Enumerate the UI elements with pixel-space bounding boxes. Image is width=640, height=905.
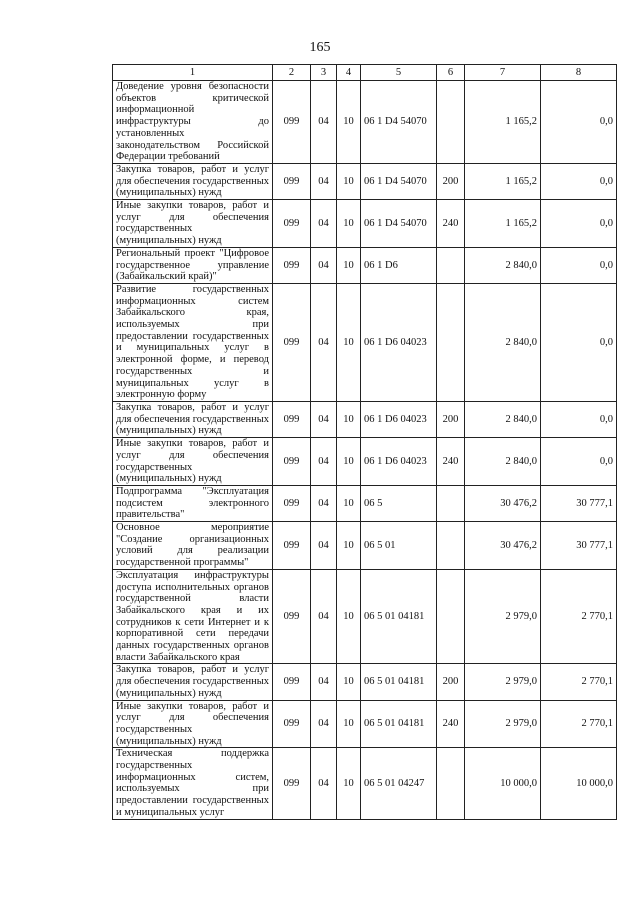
admin-code-cell: 099 [273,522,311,570]
amount-year1-cell: 2 840,0 [465,283,541,401]
amount-year2-cell: 0,0 [541,163,617,199]
table-row [113,438,617,486]
subsection-cell: 10 [337,401,361,437]
expense-type-cell [437,485,465,521]
amount-year1-cell: 1 165,2 [465,81,541,164]
amount-year2-cell: 0,0 [541,81,617,164]
amount-year2-cell: 0,0 [541,438,617,486]
section-cell: 04 [311,81,337,164]
amount-year1-cell: 2 840,0 [465,247,541,283]
amount-year2-cell: 30 777,1 [541,522,617,570]
admin-code-cell: 099 [273,748,311,819]
amount-year2-cell: 2 770,1 [541,569,617,664]
target-article-cell: 06 1 D6 04023 [361,401,437,437]
section-cell: 04 [311,283,337,401]
row-name-cell: Иные закупки товаров, работ и услуг для обеспечения государственных (муниципальных) нужд [113,200,273,248]
target-article-cell: 06 1 D6 04023 [361,283,437,401]
expense-type-cell [437,247,465,283]
amount-year1-cell: 2 979,0 [465,569,541,664]
admin-code-cell: 099 [273,163,311,199]
amount-year2-cell: 2 770,1 [541,664,617,700]
section-cell: 04 [311,748,337,819]
target-article-cell: 06 1 D6 [361,247,437,283]
expense-type-cell: 240 [437,438,465,486]
subsection-cell: 10 [337,163,361,199]
subsection-cell: 10 [337,81,361,164]
amount-year2-cell: 30 777,1 [541,485,617,521]
target-article-cell: 06 1 D4 54070 [361,81,437,164]
header-cell: 5 [361,65,437,81]
row-name-cell: Эксплуатация инфраструктуры доступа исполнительных органов государственной власти Забайкальского края и их сотрудников к сети Интернет и к корпоративной сети передачи данных государственных органов власти Забайкальского края [113,569,273,664]
admin-code-cell: 099 [273,247,311,283]
target-article-cell: 06 5 01 04181 [361,664,437,700]
row-name-cell: Техническая поддержка государственных информационных систем, используемых при предоставлении государственных и муниципальных услуг [113,748,273,819]
admin-code-cell: 099 [273,700,311,748]
amount-year2-cell: 0,0 [541,247,617,283]
row-name-cell: Иные закупки товаров, работ и услуг для обеспечения государственных (муниципальных) нужд [113,700,273,748]
table-row [113,401,617,437]
row-name-cell: Закупка товаров, работ и услуг для обеспечения государственных (муниципальных) нужд [113,163,273,199]
admin-code-cell: 099 [273,81,311,164]
section-cell: 04 [311,569,337,664]
admin-code-cell: 099 [273,200,311,248]
amount-year1-cell: 30 476,2 [465,485,541,521]
table-row [113,163,617,199]
target-article-cell: 06 1 D4 54070 [361,200,437,248]
table-row [113,81,617,164]
subsection-cell: 10 [337,748,361,819]
amount-year2-cell: 0,0 [541,401,617,437]
section-cell: 04 [311,438,337,486]
amount-year1-cell: 2 979,0 [465,700,541,748]
budget-table [112,64,617,820]
admin-code-cell: 099 [273,401,311,437]
subsection-cell: 10 [337,200,361,248]
header-cell: 3 [311,65,337,81]
section-cell: 04 [311,247,337,283]
admin-code-cell: 099 [273,664,311,700]
amount-year2-cell: 2 770,1 [541,700,617,748]
amount-year1-cell: 1 165,2 [465,163,541,199]
target-article-cell: 06 5 01 04247 [361,748,437,819]
header-cell: 6 [437,65,465,81]
row-name-cell: Развитие государственных информационных систем Забайкальского края, используемых при предоставлении государственных и муниципальных услуг в электронной форме, и перевод государственных и муниципальных услуг в электронную форму [113,283,273,401]
section-cell: 04 [311,163,337,199]
header-row [113,65,617,81]
table-row [113,664,617,700]
subsection-cell: 10 [337,438,361,486]
row-name-cell: Подпрограмма "Эксплуатация подсистем электронного правительства" [113,485,273,521]
expense-type-cell [437,569,465,664]
expense-type-cell: 200 [437,401,465,437]
expense-type-cell [437,283,465,401]
expense-type-cell: 200 [437,163,465,199]
amount-year1-cell: 2 840,0 [465,401,541,437]
amount-year1-cell: 10 000,0 [465,748,541,819]
row-name-cell: Иные закупки товаров, работ и услуг для обеспечения государственных (муниципальных) нужд [113,438,273,486]
expense-type-cell [437,81,465,164]
row-name-cell: Закупка товаров, работ и услуг для обеспечения государственных (муниципальных) нужд [113,401,273,437]
row-name-cell: Доведение уровня безопасности объектов критической информационной инфраструктуры до установленных законодательством Российской Федерации требований [113,81,273,164]
target-article-cell: 06 5 01 04181 [361,700,437,748]
amount-year2-cell: 10 000,0 [541,748,617,819]
section-cell: 04 [311,522,337,570]
table-row [113,247,617,283]
header-cell: 4 [337,65,361,81]
table-row [113,569,617,664]
header-cell: 1 [113,65,273,81]
header-cell: 7 [465,65,541,81]
amount-year1-cell: 2 979,0 [465,664,541,700]
row-name-cell: Региональный проект "Цифровое государственное управление (Забайкальский край)" [113,247,273,283]
table-row [113,522,617,570]
target-article-cell: 06 5 01 [361,522,437,570]
target-article-cell: 06 5 [361,485,437,521]
expense-type-cell [437,522,465,570]
expense-type-cell [437,748,465,819]
target-article-cell: 06 1 D6 04023 [361,438,437,486]
header-cell: 8 [541,65,617,81]
section-cell: 04 [311,401,337,437]
row-name-cell: Основное мероприятие "Создание организационных условий для реализации государственной программы" [113,522,273,570]
section-cell: 04 [311,700,337,748]
admin-code-cell: 099 [273,569,311,664]
row-name-cell: Закупка товаров, работ и услуг для обеспечения государственных (муниципальных) нужд [113,664,273,700]
amount-year2-cell: 0,0 [541,200,617,248]
section-cell: 04 [311,664,337,700]
table-row [113,200,617,248]
subsection-cell: 10 [337,700,361,748]
section-cell: 04 [311,485,337,521]
expense-type-cell: 240 [437,200,465,248]
amount-year2-cell: 0,0 [541,283,617,401]
admin-code-cell: 099 [273,438,311,486]
amount-year1-cell: 30 476,2 [465,522,541,570]
table-row [113,748,617,819]
table-row [113,283,617,401]
subsection-cell: 10 [337,569,361,664]
subsection-cell: 10 [337,664,361,700]
target-article-cell: 06 1 D4 54070 [361,163,437,199]
subsection-cell: 10 [337,485,361,521]
subsection-cell: 10 [337,247,361,283]
page-number: 165 [309,40,331,55]
header-cell: 2 [273,65,311,81]
section-cell: 04 [311,200,337,248]
amount-year1-cell: 1 165,2 [465,200,541,248]
amount-year1-cell: 2 840,0 [465,438,541,486]
subsection-cell: 10 [337,522,361,570]
expense-type-cell: 240 [437,700,465,748]
expense-type-cell: 200 [437,664,465,700]
admin-code-cell: 099 [273,283,311,401]
table-row [113,700,617,748]
table-row [113,485,617,521]
subsection-cell: 10 [337,283,361,401]
admin-code-cell: 099 [273,485,311,521]
target-article-cell: 06 5 01 04181 [361,569,437,664]
